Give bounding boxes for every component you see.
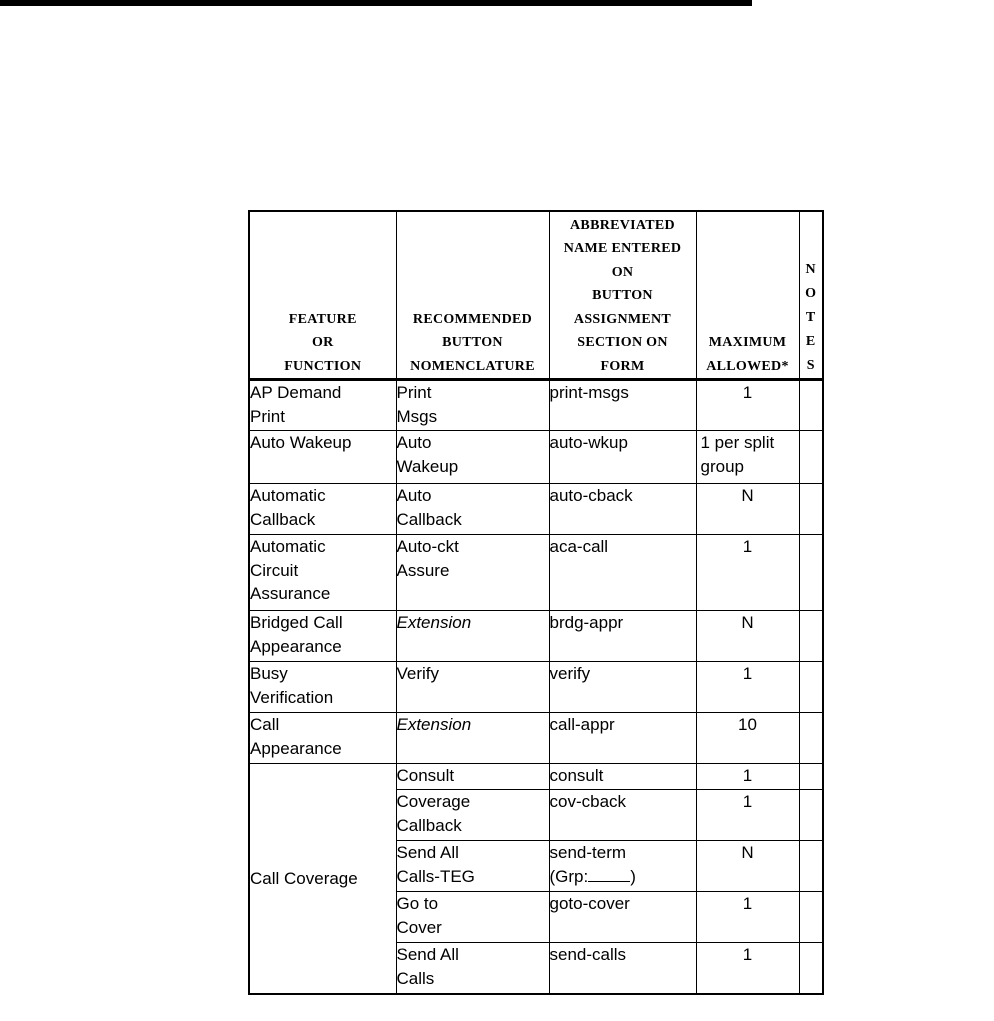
maximum-allowed-cell: 1	[696, 764, 799, 790]
table-row	[249, 713, 823, 764]
maximum-allowed-cell: 10	[696, 713, 799, 764]
top-rule	[0, 0, 752, 6]
feature-cell: Automatic Circuit Assurance	[249, 535, 396, 611]
notes-cell	[799, 431, 823, 484]
notes-cell	[799, 380, 823, 431]
group-blank-line	[588, 867, 630, 882]
abbreviated-name-cell: send-term (Grp: )	[549, 841, 696, 892]
notes-cell	[799, 841, 823, 892]
maximum-allowed-cell: 1	[696, 662, 799, 713]
abbreviated-name-cell: cov-cback	[549, 790, 696, 841]
table-row	[249, 764, 823, 790]
button-assignment-table	[248, 210, 824, 995]
table-row	[249, 431, 823, 484]
header-maximum-allowed: MAXIMUM ALLOWED*	[696, 211, 799, 380]
feature-cell: Call Appearance	[249, 713, 396, 764]
group-field: (Grp: )	[549, 866, 636, 886]
abbreviated-name-cell: consult	[549, 764, 696, 790]
nomenclature-cell: Go to Cover	[396, 892, 549, 943]
notes-cell	[799, 892, 823, 943]
nomenclature-cell: Auto Callback	[396, 484, 549, 535]
table-row	[249, 611, 823, 662]
feature-cell-call-coverage: Call Coverage	[249, 764, 396, 994]
header-nomenclature: RECOMMENDED BUTTON NOMENCLATURE	[396, 211, 549, 380]
feature-cell: Bridged Call Appearance	[249, 611, 396, 662]
feature-cell: Automatic Callback	[249, 484, 396, 535]
table-row	[249, 380, 823, 431]
header-feature: FEATURE OR FUNCTION	[249, 211, 396, 380]
abbreviated-name-cell: verify	[549, 662, 696, 713]
table-header-row	[249, 211, 823, 380]
maximum-allowed-cell: N	[696, 611, 799, 662]
header-notes: N O T E S	[799, 211, 823, 380]
abbreviated-name-cell: brdg-appr	[549, 611, 696, 662]
nomenclature-cell: Auto-ckt Assure	[396, 535, 549, 611]
feature-cell: Auto Wakeup	[249, 431, 396, 484]
maximum-allowed-cell: 1	[696, 380, 799, 431]
maximum-allowed-cell: 1	[696, 892, 799, 943]
abbreviated-name-cell: print-msgs	[549, 380, 696, 431]
maximum-allowed-cell: 1	[696, 535, 799, 611]
notes-cell	[799, 662, 823, 713]
nomenclature-cell: Extension	[396, 611, 549, 662]
abbreviated-name-cell: auto-wkup	[549, 431, 696, 484]
notes-cell	[799, 611, 823, 662]
table-row	[249, 662, 823, 713]
notes-cell	[799, 535, 823, 611]
nomenclature-cell: Consult	[396, 764, 549, 790]
nomenclature-cell: Extension	[396, 713, 549, 764]
maximum-allowed-cell: 1 per split group	[696, 431, 799, 484]
table-row	[249, 484, 823, 535]
notes-cell	[799, 943, 823, 994]
abbreviated-name-cell: auto-cback	[549, 484, 696, 535]
notes-cell	[799, 484, 823, 535]
nomenclature-cell: Print Msgs	[396, 380, 549, 431]
nomenclature-cell: Auto Wakeup	[396, 431, 549, 484]
abbreviated-name-cell: send-calls	[549, 943, 696, 994]
maximum-allowed-cell: N	[696, 841, 799, 892]
feature-cell: Busy Verification	[249, 662, 396, 713]
nomenclature-cell: Send All Calls-TEG	[396, 841, 549, 892]
maximum-allowed-cell: 1	[696, 790, 799, 841]
table-row	[249, 535, 823, 611]
feature-cell: AP Demand Print	[249, 380, 396, 431]
notes-cell	[799, 764, 823, 790]
nomenclature-cell: Send All Calls	[396, 943, 549, 994]
header-abbreviated-name: ABBREVIATED NAME ENTERED ON BUTTON ASSIGNMENT SECTION ON FORM	[549, 211, 696, 380]
notes-cell	[799, 713, 823, 764]
maximum-allowed-cell: 1	[696, 943, 799, 994]
notes-cell	[799, 790, 823, 841]
abbreviated-name-cell: aca-call	[549, 535, 696, 611]
abbreviated-name-cell: call-appr	[549, 713, 696, 764]
abbreviated-name-cell: goto-cover	[549, 892, 696, 943]
maximum-allowed-cell: N	[696, 484, 799, 535]
nomenclature-cell: Coverage Callback	[396, 790, 549, 841]
nomenclature-cell: Verify	[396, 662, 549, 713]
